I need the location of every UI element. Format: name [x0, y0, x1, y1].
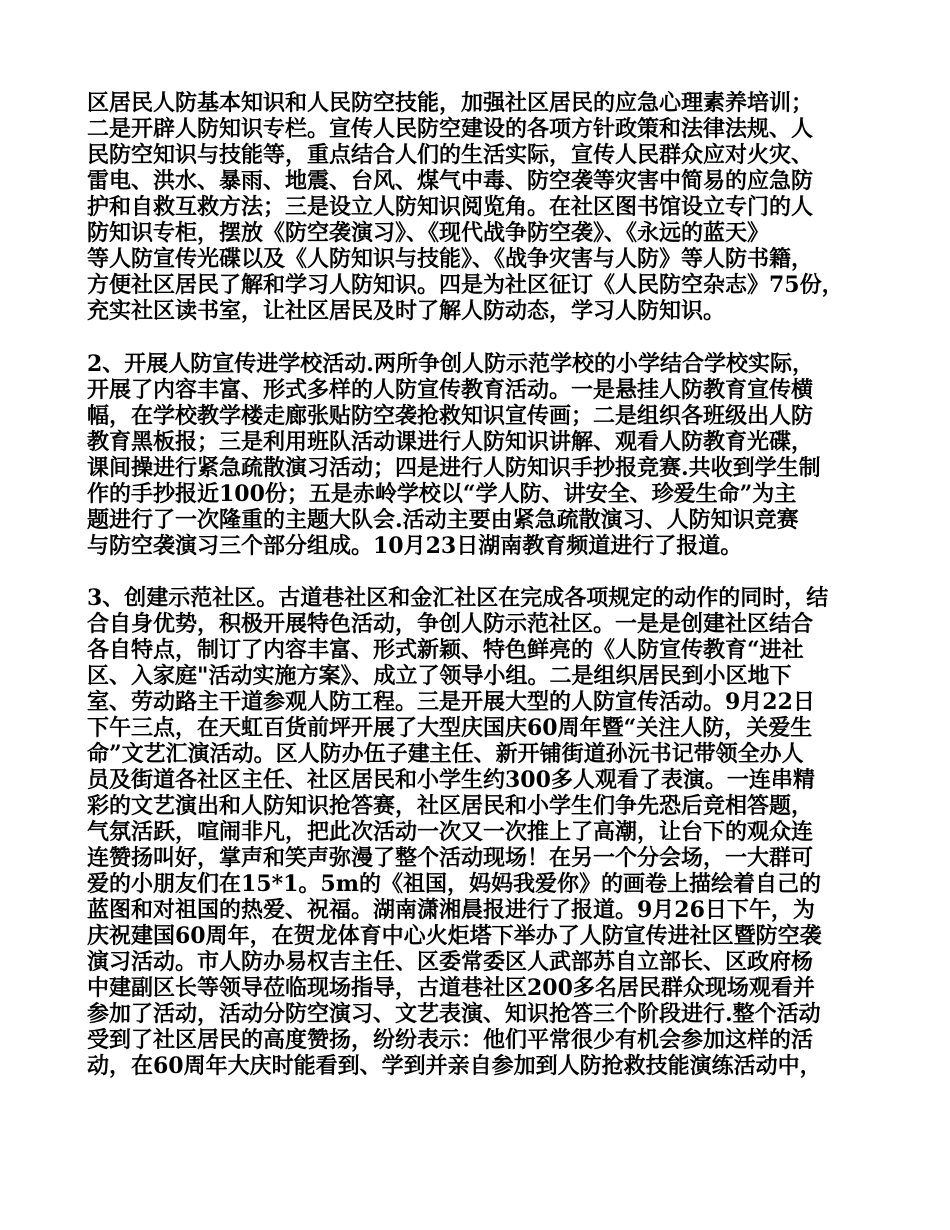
text-line: 庆祝建国60周年，在贺龙体育中心火炬塔下举办了人防宣传进社区暨防空袭	[87, 923, 822, 949]
text-line: 参加了活动，活动分防空演习、文艺表演、知识抢答三个阶段进行.整个活动	[87, 1001, 821, 1027]
text-line: 充实社区读书室，让社区居民及时了解人防动态，学习人防知识。	[87, 298, 726, 324]
text-line: 受到了社区居民的高度赞扬，纷纷表示：他们平常很少有机会参加这样的活	[87, 1027, 814, 1053]
text-line: 开展了内容丰富、形式多样的人防宣传教育活动。一是悬挂人防教育宣传横	[87, 377, 814, 403]
text-line: 教育黑板报；三是利用班队活动课进行人防知识讲解、观看人防教育光碟，	[87, 429, 814, 455]
text-line: 幅，在学校教学楼走廊张贴防空袭抢救知识宣传画；二是组织各班级出人防	[87, 403, 814, 429]
text-line: 题进行了一次隆重的主题大队会.活动主要由紧急疏散演习、人防知识竞赛	[87, 507, 799, 533]
text-line: 蓝图和对祖国的热爱、祝福。湖南潇湘晨报进行了报道。9月26日下午，为	[87, 897, 815, 923]
text-line: 合自身优势，积极开展特色活动，争创人防示范社区。一是是创建社区结合	[87, 611, 814, 637]
text-line: 演习活动。市人防办易权吉主任、区委常委区人武部苏自立部长、区政府杨	[87, 949, 814, 975]
text-line: 3、创建示范社区。古道巷社区和金汇社区在完成各项规定的动作的同时，结	[87, 585, 829, 611]
text-line: 等人防宣传光碟以及《人防知识与技能》、《战争灾害与人防》等人防书籍，	[87, 246, 814, 272]
text-line: 动，在60周年大庆时能看到、学到并亲自参加到人防抢救技能演练活动中，	[87, 1053, 822, 1079]
text-line: 方便社区居民了解和学习人防知识。四是为社区征订《人民防空杂志》75份，	[87, 272, 844, 298]
text-line: 课间操进行紧急疏散演习活动；四是进行人防知识手抄报竞赛.共收到学生制	[87, 455, 821, 481]
text-line: 连赞扬叫好，掌声和笑声弥漫了整个活动现场！在另一个分会场，一大群可	[87, 845, 814, 871]
text-line: 中建副区长等领导莅临现场指导，古道巷社区200多名居民群众现场观看并	[87, 975, 815, 1001]
text-line: 爱的小朋友们在15*1。5m的《祖国，妈妈我爱你》的画卷上描绘着自己的	[87, 871, 822, 897]
text-line: 区、入家庭"活动实施方案》、成立了领导小组。二是组织居民到小区地下	[87, 663, 792, 689]
text-line: 防知识专柜，摆放《防空袭演习》、《现代战争防空袭》、《永远的蓝天》	[87, 220, 770, 246]
text-line: 与防空袭演习三个部分组成。10月23日湖南教育频道进行了报道。	[87, 533, 743, 559]
text-line: 室、劳动路主干道参观人防工程。三是开展大型的人防宣传活动。9月22日	[87, 689, 815, 715]
text-line: 雷电、洪水、暴雨、地震、台风、煤气中毒、防空袭等灾害中简易的应急防	[87, 168, 814, 194]
text-line: 下午三点，在天虹百货前坪开展了大型庆国庆60周年暨“关注人防，关爱生	[87, 715, 813, 741]
text-line: 各自特点，制订了内容丰富、形式新颖、特色鲜亮的《人防宣传教育“进社	[87, 637, 804, 663]
text-line: 民防空知识与技能等，重点结合人们的生活实际，宣传人民群众应对火灾、	[87, 142, 814, 168]
text-line: 气氛活跃，喧闹非凡，把此次活动一次又一次推上了高潮，让台下的观众连	[87, 819, 814, 845]
text-line: 区居民人防基本知识和人民防空技能，加强社区居民的应急心理素养培训；	[87, 90, 814, 116]
text-line: 2、开展人防宣传进学校活动.两所争创人防示范学校的小学结合学校实际，	[87, 351, 814, 377]
text-line: 员及街道各社区主任、社区居民和小学生约300多人观看了表演。一连串精	[87, 767, 815, 793]
text-line: 作的手抄报近100份；五是赤岭学校以“学人防、讲安全、珍爱生命”为主	[87, 481, 797, 507]
text-line: 彩的文艺演出和人防知识抢答赛，社区居民和小学生们争先恐后竞相答题，	[87, 793, 814, 819]
text-line: 命”文艺汇演活动。区人防办伍子建主任、新开铺街道孙沅书记带领全办人	[87, 741, 804, 767]
text-line: 二是开辟人防知识专栏。宣传人民防空建设的各项方针政策和法律法规、人	[87, 116, 814, 142]
text-line: 护和自救互救方法；三是设立人防知识阅览角。在社区图书馆设立专门的人	[87, 194, 814, 220]
